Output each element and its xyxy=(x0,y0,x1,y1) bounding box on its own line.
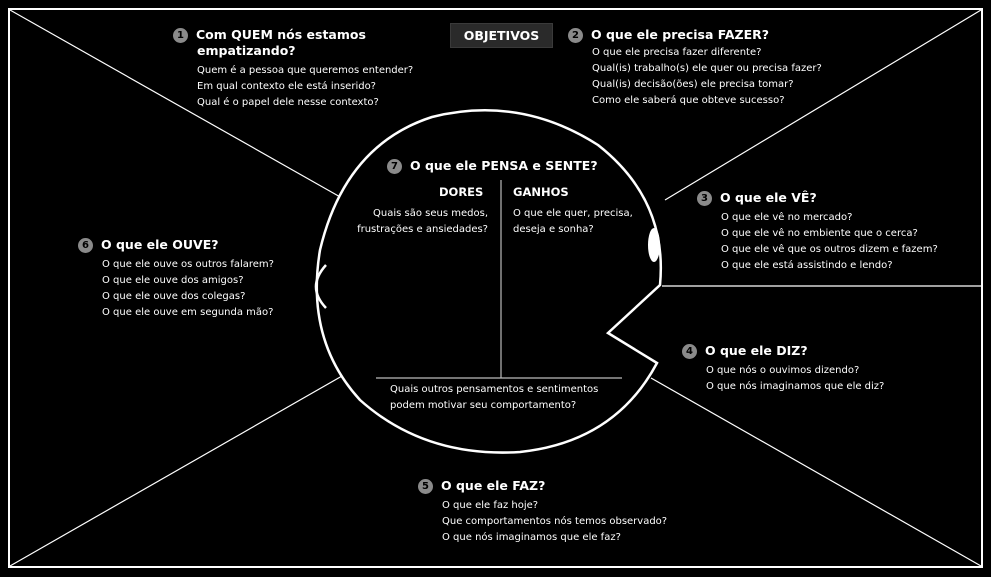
section-thinks xyxy=(387,158,598,174)
section-hears-questions xyxy=(78,257,274,321)
section-number-badge: 3 xyxy=(697,191,712,206)
question-text: O que ele vê no mercado? xyxy=(721,212,853,223)
question-text: Que comportamentos nós temos observado? xyxy=(442,516,668,527)
gains-heading: GANHOS xyxy=(513,185,569,199)
question-text: O que nós imaginamos que ele diz? xyxy=(706,381,885,392)
pains-heading: DORES xyxy=(439,185,484,199)
question-text: O que ele ouve dos colegas? xyxy=(102,291,246,302)
section-number-badge: 5 xyxy=(418,479,433,494)
other-thoughts-description: Quais outros pensamentos e sentimentos podem motivar seu comportamento? xyxy=(390,384,599,411)
section-sees-questions xyxy=(697,210,938,274)
section-do-title: 2 O que ele precisa FAZER? xyxy=(568,27,822,43)
question-text: Qual é o papel dele nesse contexto? xyxy=(197,97,379,108)
section-who xyxy=(173,27,413,111)
section-hears-title: 6 O que ele OUVE? xyxy=(78,237,274,253)
eye-icon xyxy=(648,228,660,262)
question-text: Quem é a pessoa que queremos entender? xyxy=(197,65,414,76)
question-text: Qual(is) decisão(ões) ele precisa tomar? xyxy=(592,79,794,90)
section-sees xyxy=(697,190,938,274)
question-text: O que ele faz hoje? xyxy=(442,500,539,511)
question-text: O que ele ouve em segunda mão? xyxy=(102,307,274,318)
section-who-title: 1 Com QUEM nós estamos xyxy=(173,27,413,43)
section-hears xyxy=(78,237,274,321)
question-text: O que nós o ouvimos dizendo? xyxy=(706,365,860,376)
section-sees-title: 3 O que ele VÊ? xyxy=(697,190,938,206)
question-text: O que ele precisa fazer diferente? xyxy=(592,47,762,58)
gains-description: O que ele quer, precisa, deseja e sonha? xyxy=(513,208,633,235)
section-does-questions xyxy=(418,498,667,546)
section-who-questions xyxy=(173,63,413,111)
question-text: Em qual contexto ele está inserido? xyxy=(197,81,376,92)
question-text: O que ele ouve os outros falarem? xyxy=(102,259,274,270)
objectives-badge: OBJETIVOS xyxy=(450,23,553,48)
question-text: Como ele saberá que obteve sucesso? xyxy=(592,95,785,106)
section-says xyxy=(682,343,884,395)
question-text: O que ele vê que os outros dizem e fazem? xyxy=(721,244,938,255)
section-number-badge: 4 xyxy=(682,344,697,359)
section-thinks-title: 7 O que ele PENSA e SENTE? xyxy=(387,158,598,174)
section-number-badge: 6 xyxy=(78,238,93,253)
question-text: O que ele está assistindo e lendo? xyxy=(721,260,893,271)
section-does xyxy=(418,478,667,546)
section-does-title: 5 O que ele FAZ? xyxy=(418,478,667,494)
question-text: Qual(is) trabalho(s) ele quer ou precisa fazer? xyxy=(592,63,822,74)
section-do-questions xyxy=(568,45,822,109)
section-number-badge: 7 xyxy=(387,159,402,174)
section-do xyxy=(568,27,822,109)
question-text: O que ele ouve dos amigos? xyxy=(102,275,244,286)
section-number-badge: 2 xyxy=(568,28,583,43)
question-text: O que nós imaginamos que ele faz? xyxy=(442,532,621,543)
pains-description: Quais são seus medos, frustrações e ansiedades? xyxy=(357,208,488,235)
section-number-badge: 1 xyxy=(173,28,188,43)
section-says-questions xyxy=(682,363,884,395)
question-text: O que ele vê no embiente que o cerca? xyxy=(721,228,918,239)
section-who-title-line2: empatizando? xyxy=(197,43,296,58)
section-says-title: 4 O que ele DIZ? xyxy=(682,343,884,359)
